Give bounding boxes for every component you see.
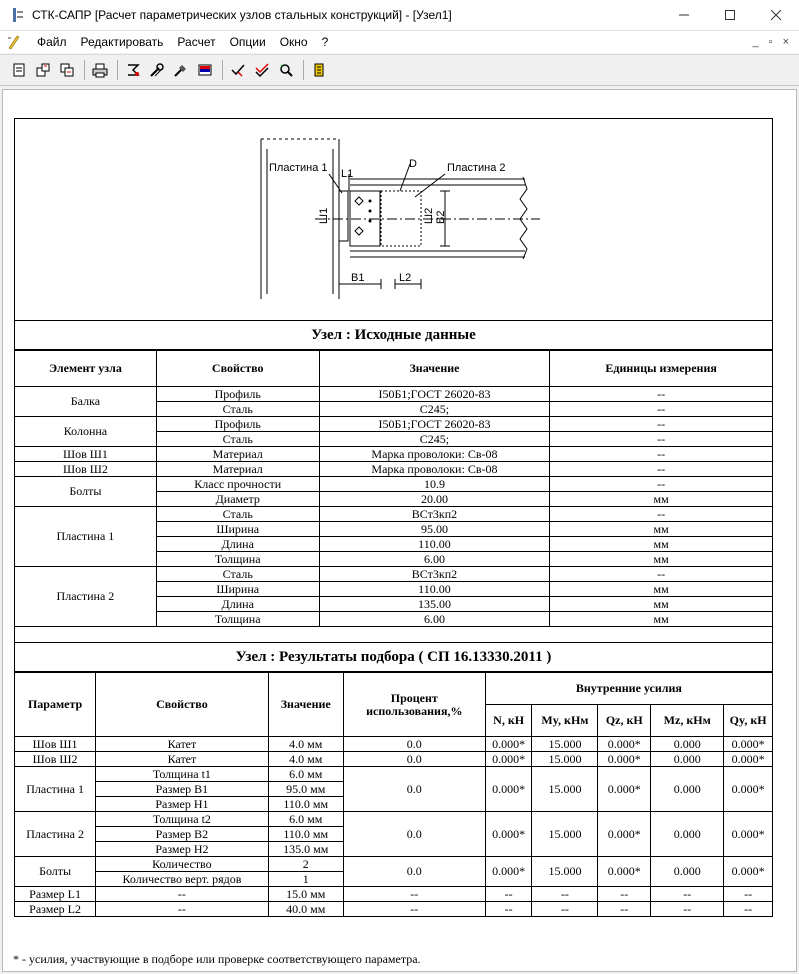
input-data-title: Узел : Исходные данные bbox=[14, 320, 773, 350]
header-percent: Процент использования,% bbox=[343, 673, 485, 737]
input-value-cell: 110.00 bbox=[319, 582, 550, 597]
result-force-cell: -- bbox=[598, 887, 651, 902]
header-value: Значение bbox=[268, 673, 343, 737]
result-force-cell: 0.000 bbox=[651, 752, 724, 767]
result-row bbox=[15, 752, 773, 767]
result-percent-cell: 0.0 bbox=[343, 737, 485, 752]
input-units-cell: -- bbox=[550, 477, 773, 492]
header-force-n: N, кН bbox=[485, 705, 532, 737]
result-prop-cell: Размер H2 bbox=[96, 842, 269, 857]
input-property-cell: Материал bbox=[156, 462, 319, 477]
input-units-cell: мм bbox=[550, 597, 773, 612]
input-value-cell: ВСт3кп2 bbox=[319, 567, 550, 582]
l1-label: L1 bbox=[341, 168, 354, 180]
result-value-cell: 15.0 мм bbox=[268, 887, 343, 902]
result-force-cell: -- bbox=[485, 902, 532, 917]
input-property-cell: Ширина bbox=[156, 582, 319, 597]
result-force-cell: 0.000 bbox=[651, 737, 724, 752]
header-units: Единицы измерения bbox=[550, 351, 773, 387]
tools-icon bbox=[149, 62, 165, 78]
input-property-cell: Материал bbox=[156, 447, 319, 462]
header-force-mz: Mz, кНм bbox=[651, 705, 724, 737]
toolbar-separator bbox=[117, 60, 118, 80]
result-param-cell: Болты bbox=[15, 857, 96, 887]
result-force-cell: 0.000* bbox=[724, 767, 773, 812]
input-value-cell: 135.00 bbox=[319, 597, 550, 612]
mdi-close-button[interactable]: × bbox=[782, 36, 789, 48]
result-value-cell: 110.0 мм bbox=[268, 797, 343, 812]
input-row bbox=[15, 462, 773, 477]
result-force-cell: -- bbox=[485, 887, 532, 902]
input-element-cell: Пластина 1 bbox=[15, 507, 157, 567]
input-value-cell: 10.9 bbox=[319, 477, 550, 492]
title-bar bbox=[0, 0, 799, 31]
result-prop-cell: Толщина t1 bbox=[96, 767, 269, 782]
flag-icon bbox=[197, 62, 213, 78]
result-value-cell: 110.0 мм bbox=[268, 827, 343, 842]
toolbar-separator bbox=[222, 60, 223, 80]
input-value-cell: 6.00 bbox=[319, 552, 550, 567]
b1-label: B1 bbox=[351, 272, 365, 284]
input-units-cell: -- bbox=[550, 507, 773, 522]
flag-button[interactable] bbox=[194, 59, 216, 81]
input-property-cell: Сталь bbox=[156, 402, 319, 417]
result-force-cell: -- bbox=[651, 887, 724, 902]
input-element-cell: Шов Ш1 bbox=[15, 447, 157, 462]
maximize-icon bbox=[725, 10, 735, 20]
result-force-cell: 0.000* bbox=[724, 737, 773, 752]
mdi-minimize-button[interactable]: _ bbox=[752, 36, 759, 48]
input-property-cell: Толщина bbox=[156, 612, 319, 627]
minimize-button[interactable] bbox=[661, 0, 707, 31]
result-row bbox=[15, 737, 773, 752]
calc-button[interactable] bbox=[122, 59, 144, 81]
result-force-cell: 15.000 bbox=[532, 857, 598, 887]
menu-calc[interactable]: Расчет bbox=[177, 35, 216, 49]
header-prop: Свойство bbox=[96, 673, 269, 737]
input-property-cell: Профиль bbox=[156, 387, 319, 402]
input-units-cell: мм bbox=[550, 537, 773, 552]
check-button[interactable] bbox=[227, 59, 249, 81]
header-forces: Внутренние усилия bbox=[485, 673, 772, 705]
result-force-cell: 0.000* bbox=[485, 737, 532, 752]
result-row bbox=[15, 767, 773, 782]
input-property-cell: Длина bbox=[156, 597, 319, 612]
result-value-cell: 4.0 мм bbox=[268, 737, 343, 752]
result-prop-cell: Катет bbox=[96, 737, 269, 752]
result-value-cell: 6.0 мм bbox=[268, 767, 343, 782]
input-units-cell: мм bbox=[550, 612, 773, 627]
header-force-qy: Qy, кН bbox=[724, 705, 773, 737]
result-prop-cell: Размер H1 bbox=[96, 797, 269, 812]
save-button[interactable] bbox=[56, 59, 78, 81]
input-value-cell: Марка проволоки: Св-08 bbox=[319, 447, 550, 462]
result-prop-cell: Размер B2 bbox=[96, 827, 269, 842]
input-value-cell: 6.00 bbox=[319, 612, 550, 627]
l2-label: L2 bbox=[399, 272, 412, 284]
sh2-label: Ш2 bbox=[423, 207, 435, 224]
open-icon bbox=[35, 62, 51, 78]
result-value-cell: 4.0 мм bbox=[268, 752, 343, 767]
input-property-cell: Ширина bbox=[156, 522, 319, 537]
report-icon bbox=[311, 62, 327, 78]
header-param: Параметр bbox=[15, 673, 96, 737]
result-percent-cell: 0.0 bbox=[343, 857, 485, 887]
result-force-cell: 0.000* bbox=[598, 737, 651, 752]
result-force-cell: 0.000* bbox=[724, 752, 773, 767]
settings-icon bbox=[173, 62, 189, 78]
node-drawing-frame bbox=[14, 118, 773, 320]
input-units-cell: -- bbox=[550, 432, 773, 447]
result-force-cell: 15.000 bbox=[532, 812, 598, 857]
result-value-cell: 6.0 мм bbox=[268, 812, 343, 827]
header-property: Свойство bbox=[156, 351, 319, 387]
result-force-cell: 0.000* bbox=[598, 812, 651, 857]
result-value-cell: 135.0 мм bbox=[268, 842, 343, 857]
result-force-cell: -- bbox=[598, 902, 651, 917]
input-property-cell: Сталь bbox=[156, 432, 319, 447]
result-force-cell: 0.000* bbox=[598, 857, 651, 887]
close-icon bbox=[771, 10, 781, 20]
result-prop-cell: Толщина t2 bbox=[96, 812, 269, 827]
result-force-cell: 15.000 bbox=[532, 752, 598, 767]
calc-icon bbox=[125, 62, 141, 78]
input-property-cell: Толщина bbox=[156, 552, 319, 567]
input-units-cell: -- bbox=[550, 402, 773, 417]
result-row bbox=[15, 812, 773, 827]
toolbar bbox=[0, 54, 799, 86]
toolbar-separator bbox=[303, 60, 304, 80]
result-force-cell: -- bbox=[724, 887, 773, 902]
input-element-cell: Шов Ш2 bbox=[15, 462, 157, 477]
result-force-cell: 0.000* bbox=[598, 767, 651, 812]
result-value-cell: 1 bbox=[268, 872, 343, 887]
open-button[interactable] bbox=[32, 59, 54, 81]
report-button[interactable] bbox=[308, 59, 330, 81]
input-value-cell: 110.00 bbox=[319, 537, 550, 552]
result-percent-cell: 0.0 bbox=[343, 767, 485, 812]
input-value-cell: 20.00 bbox=[319, 492, 550, 507]
menu-bar bbox=[0, 31, 799, 53]
header-force-my: My, кНм bbox=[532, 705, 598, 737]
menu-options[interactable]: Опции bbox=[229, 35, 266, 49]
check-alt-button[interactable] bbox=[251, 59, 273, 81]
app-icon bbox=[10, 7, 26, 23]
input-value-cell: I50Б1;ГОСТ 26020-83 bbox=[319, 417, 550, 432]
table-gap bbox=[14, 627, 773, 642]
result-force-cell: -- bbox=[532, 887, 598, 902]
input-units-cell: мм bbox=[550, 492, 773, 507]
maximize-button[interactable] bbox=[707, 0, 753, 31]
toolbar-separator bbox=[84, 60, 85, 80]
input-element-cell: Балка bbox=[15, 387, 157, 417]
input-units-cell: -- bbox=[550, 567, 773, 582]
window-title: СТК-САПР [Расчет параметрических узлов стальных конструкций] - [Узел1] bbox=[32, 8, 452, 22]
input-value-cell: Марка проволоки: Св-08 bbox=[319, 462, 550, 477]
input-row bbox=[15, 387, 773, 402]
b2-label: B2 bbox=[435, 210, 447, 224]
document-view[interactable] bbox=[2, 89, 797, 972]
close-button[interactable] bbox=[753, 0, 799, 31]
input-element-cell: Болты bbox=[15, 477, 157, 507]
minimize-icon bbox=[679, 10, 689, 20]
mdi-restore-button[interactable]: ▫ bbox=[768, 36, 773, 48]
input-value-cell: C245; bbox=[319, 432, 550, 447]
result-param-cell: Пластина 1 bbox=[15, 767, 96, 812]
input-property-cell: Сталь bbox=[156, 507, 319, 522]
report-document bbox=[14, 118, 773, 917]
result-percent-cell: 0.0 bbox=[343, 752, 485, 767]
result-param-cell: Размер L1 bbox=[15, 887, 96, 902]
result-value-cell: 95.0 мм bbox=[268, 782, 343, 797]
input-element-cell: Пластина 2 bbox=[15, 567, 157, 627]
input-data-table bbox=[14, 350, 773, 627]
node-drawing bbox=[15, 119, 772, 319]
input-units-cell: -- bbox=[550, 462, 773, 477]
result-force-cell: 0.000* bbox=[724, 812, 773, 857]
new-icon bbox=[11, 62, 27, 78]
input-value-cell: 95.00 bbox=[319, 522, 550, 537]
result-force-cell: 15.000 bbox=[532, 767, 598, 812]
plate2-label: Пластина 2 bbox=[447, 162, 506, 174]
input-row bbox=[15, 477, 773, 492]
input-units-cell: -- bbox=[550, 387, 773, 402]
result-percent-cell: -- bbox=[343, 902, 485, 917]
result-force-cell: -- bbox=[532, 902, 598, 917]
input-property-cell: Профиль bbox=[156, 417, 319, 432]
menu-edit[interactable]: Редактировать bbox=[80, 35, 164, 49]
result-prop-cell: -- bbox=[96, 902, 269, 917]
result-prop-cell: -- bbox=[96, 887, 269, 902]
check-icon bbox=[230, 62, 246, 78]
result-force-cell: 0.000* bbox=[485, 752, 532, 767]
result-param-cell: Шов Ш1 bbox=[15, 737, 96, 752]
result-prop-cell: Количество bbox=[96, 857, 269, 872]
tools-button[interactable] bbox=[146, 59, 168, 81]
input-property-cell: Сталь bbox=[156, 567, 319, 582]
header-value: Значение bbox=[319, 351, 550, 387]
result-percent-cell: 0.0 bbox=[343, 812, 485, 857]
save-icon bbox=[59, 62, 75, 78]
input-units-cell: мм bbox=[550, 582, 773, 597]
result-force-cell: 0.000* bbox=[485, 812, 532, 857]
input-units-cell: мм bbox=[550, 522, 773, 537]
result-param-cell: Размер L2 bbox=[15, 902, 96, 917]
input-row bbox=[15, 417, 773, 432]
result-force-cell: 15.000 bbox=[532, 737, 598, 752]
input-value-cell: I50Б1;ГОСТ 26020-83 bbox=[319, 387, 550, 402]
result-force-cell: -- bbox=[724, 902, 773, 917]
result-value-cell: 2 bbox=[268, 857, 343, 872]
result-force-cell: 0.000* bbox=[485, 857, 532, 887]
result-row bbox=[15, 887, 773, 902]
input-value-cell: C245; bbox=[319, 402, 550, 417]
menu-help[interactable]: ? bbox=[321, 35, 329, 49]
result-prop-cell: Размер B1 bbox=[96, 782, 269, 797]
header-force-qz: Qz, кН bbox=[598, 705, 651, 737]
results-title: Узел : Результаты подбора ( СП 16.13330.2011 ) bbox=[14, 642, 773, 672]
input-property-cell: Класс прочности bbox=[156, 477, 319, 492]
result-percent-cell: -- bbox=[343, 887, 485, 902]
menu-window[interactable]: Окно bbox=[279, 35, 308, 49]
input-element-cell: Колонна bbox=[15, 417, 157, 447]
print-button[interactable] bbox=[89, 59, 111, 81]
input-property-cell: Длина bbox=[156, 537, 319, 552]
sh1-label: Ш1 bbox=[318, 207, 330, 224]
check-alt-icon bbox=[254, 62, 270, 78]
footnote: * - усилия, участвующие в подборе или проверке соответствующего параметра. bbox=[13, 952, 421, 966]
result-param-cell: Пластина 2 bbox=[15, 812, 96, 857]
menu-file[interactable]: Файл bbox=[37, 35, 67, 49]
result-force-cell: 0.000* bbox=[485, 767, 532, 812]
header-element: Элемент узла bbox=[15, 351, 157, 387]
input-units-cell: мм bbox=[550, 552, 773, 567]
input-property-cell: Диаметр bbox=[156, 492, 319, 507]
result-force-cell: -- bbox=[651, 902, 724, 917]
result-force-cell: 0.000 bbox=[651, 812, 724, 857]
settings-button[interactable] bbox=[170, 59, 192, 81]
document-icon bbox=[6, 34, 22, 50]
input-value-cell: ВСт3кп2 bbox=[319, 507, 550, 522]
new-button[interactable] bbox=[8, 59, 30, 81]
result-row bbox=[15, 902, 773, 917]
result-force-cell: 0.000* bbox=[598, 752, 651, 767]
result-force-cell: 0.000* bbox=[724, 857, 773, 887]
search-button[interactable] bbox=[275, 59, 297, 81]
result-param-cell: Шов Ш2 bbox=[15, 752, 96, 767]
result-prop-cell: Количество верт. рядов bbox=[96, 872, 269, 887]
d-label: D bbox=[409, 158, 417, 170]
result-prop-cell: Катет bbox=[96, 752, 269, 767]
result-force-cell: 0.000 bbox=[651, 767, 724, 812]
result-value-cell: 40.0 мм bbox=[268, 902, 343, 917]
input-row bbox=[15, 507, 773, 522]
input-row bbox=[15, 447, 773, 462]
result-row bbox=[15, 857, 773, 872]
input-units-cell: -- bbox=[550, 417, 773, 432]
input-row bbox=[15, 567, 773, 582]
input-units-cell: -- bbox=[550, 447, 773, 462]
results-table bbox=[14, 672, 773, 917]
plate1-label: Пластина 1 bbox=[269, 162, 328, 174]
print-icon bbox=[92, 62, 108, 78]
result-force-cell: 0.000 bbox=[651, 857, 724, 887]
search-icon bbox=[278, 62, 294, 78]
